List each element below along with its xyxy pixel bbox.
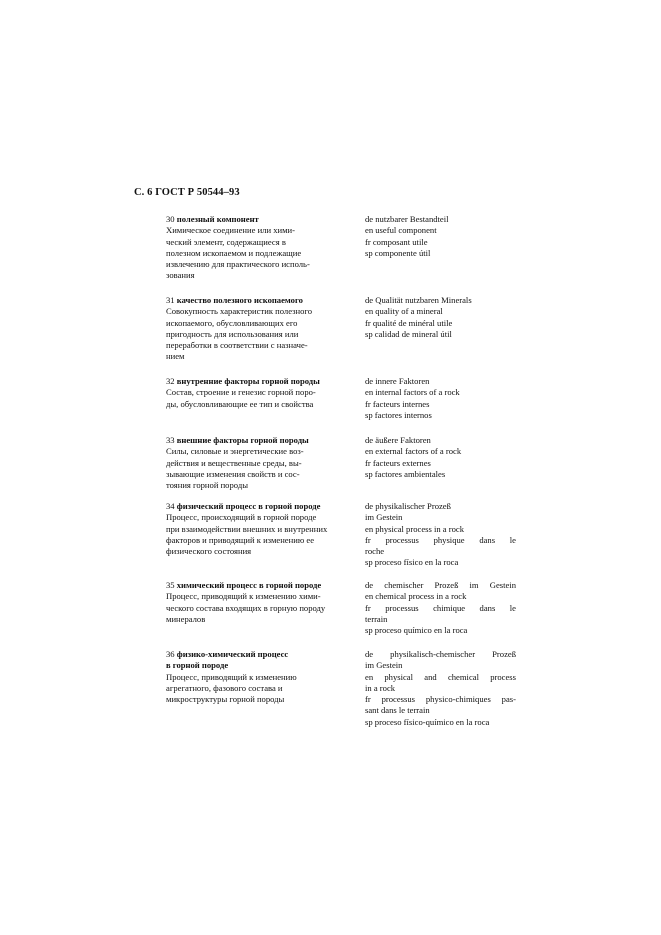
russian-definition — [166, 376, 344, 410]
foreign-equivalents — [365, 435, 516, 480]
definition-line: факторов и приводящий к изменению ее — [166, 534, 315, 545]
definition-line: зывающие изменения свойств и сос- — [166, 468, 300, 479]
term-fr: fr qualité de minéral utile — [365, 317, 453, 328]
term-en: en external factors of a rock — [365, 446, 462, 457]
term-sp: sp proceso físico-químico en la roca — [365, 716, 490, 727]
term-en: en quality of a mineral — [365, 306, 443, 317]
foreign-equivalents — [365, 501, 516, 569]
definition-line: Процесс, происходящий в горной породе — [166, 512, 317, 523]
term-de: de äußere Faktoren — [365, 435, 431, 445]
term-sp: sp factores internos — [365, 409, 432, 420]
entry-number: 33 — [166, 435, 175, 445]
term-sp: sp factores ambientales — [365, 468, 446, 479]
foreign-equivalents — [365, 649, 516, 728]
definition-line: нием — [166, 351, 185, 362]
entry-title: внешние факторы горной породы — [176, 435, 309, 445]
entry-number: 35 — [166, 580, 175, 590]
definition-line: микроструктуры горной породы — [166, 694, 285, 705]
term-de: de physikalischer Prozeß — [365, 501, 451, 511]
definition-line: Химическое соединение или хими- — [166, 225, 296, 236]
entry-number: 36 — [166, 649, 175, 659]
term-de: de nutzbarer Bestandteil — [365, 214, 449, 224]
definition-line: физического состояния — [166, 546, 252, 557]
entry-title: физический процесс в горной породе — [176, 501, 321, 511]
definition-line: полезном ископаемом и подлежащие — [166, 247, 302, 258]
term-de: de physikalisch-chemischer Prozeß — [365, 649, 516, 659]
definition-line: пригодность для использования или — [166, 328, 299, 339]
entry-number: 34 — [166, 501, 175, 511]
definition-line: Силы, силовые и энергетические воз- — [166, 446, 304, 457]
term-fr: fr processus physique dans le — [365, 534, 516, 545]
entry-title: качество полезного ископаемого — [176, 295, 303, 305]
term-en: en physical process in a rock — [365, 523, 465, 534]
term-en: en internal factors of a rock — [365, 387, 460, 398]
definition-line: зования — [166, 270, 195, 281]
definition-line: действия и вещественные среды, вы- — [166, 457, 302, 468]
definition-line: Процесс, приводящий к изменению — [166, 671, 297, 682]
definition-line: при взаимодействии внешних и внутренних — [166, 523, 328, 534]
definition-line: Совокупность характеристик полезного — [166, 306, 313, 317]
definition-line: ископаемого, обусловливающих его — [166, 317, 298, 328]
definition-line: ческого состава входящих в горную породу — [166, 602, 326, 613]
russian-definition — [166, 501, 344, 557]
term-en: en chemical process in a rock — [365, 591, 467, 602]
definition-line: ческий элемент, содержащиеся в — [166, 236, 286, 247]
foreign-equivalents — [365, 214, 516, 259]
definition-line: минералов — [166, 613, 206, 624]
term-fr-cont: sant dans le terrain — [365, 705, 430, 716]
term-fr-cont: roche — [365, 546, 385, 557]
term-en-cont: in a rock — [365, 682, 396, 693]
term-de-cont: im Gestein — [365, 512, 403, 523]
term-sp: sp proceso químico en la roca — [365, 625, 468, 636]
entry-number: 31 — [166, 295, 175, 305]
foreign-equivalents — [365, 295, 516, 340]
entry-title: внутренние факторы горной породы — [176, 376, 320, 386]
entry-number: 32 — [166, 376, 175, 386]
term-fr: fr processus chimique dans le — [365, 602, 516, 613]
term-fr-cont: terrain — [365, 613, 388, 624]
definition-line: переработки в соответствии с назначе- — [166, 340, 308, 351]
russian-definition — [166, 295, 344, 363]
russian-definition — [166, 649, 344, 705]
entry-title: полезный компонент — [176, 214, 259, 224]
foreign-equivalents — [365, 376, 516, 421]
term-fr: fr composant utile — [365, 236, 428, 247]
entry-title-cont: в горной породе — [166, 660, 229, 671]
definition-line: Состав, строение и генезис горной поро- — [166, 387, 316, 398]
term-sp: sp proceso físico en la roca — [365, 557, 459, 568]
term-en: en useful component — [365, 225, 437, 236]
term-en: en physical and chemical process — [365, 671, 516, 682]
russian-definition — [166, 580, 344, 625]
term-sp: sp componente útil — [365, 247, 431, 258]
definition-line: тояния горной породы — [166, 480, 248, 491]
term-fr: fr facteurs internes — [365, 398, 430, 409]
term-fr: fr processus physico-chimiques pas- — [365, 694, 516, 705]
term-de-cont: im Gestein — [365, 660, 403, 671]
russian-definition — [166, 435, 344, 491]
definition-line: ды, обусловливающие ее тип и свойства — [166, 398, 314, 409]
definition-line: извлечению для практического исполь- — [166, 259, 310, 270]
russian-definition — [166, 214, 344, 282]
definition-line: Процесс, приводящий к изменению хими- — [166, 591, 321, 602]
foreign-equivalents — [365, 580, 516, 636]
definition-line: агрегатного, фазового состава и — [166, 682, 283, 693]
term-de: de Qualität nutzbaren Minerals — [365, 295, 472, 305]
term-sp: sp calidad de mineral útil — [365, 328, 452, 339]
entry-number: 30 — [166, 214, 175, 224]
term-de: de chemischer Prozeß im Gestein — [365, 580, 516, 590]
term-de: de innere Faktoren — [365, 376, 430, 386]
entry-title: химический процесс в горной породе — [176, 580, 322, 590]
page-header: С. 6 ГОСТ Р 50544–93 — [134, 187, 240, 198]
entry-title: физико-химический процесс — [176, 649, 289, 659]
term-fr: fr facteurs externes — [365, 457, 431, 468]
